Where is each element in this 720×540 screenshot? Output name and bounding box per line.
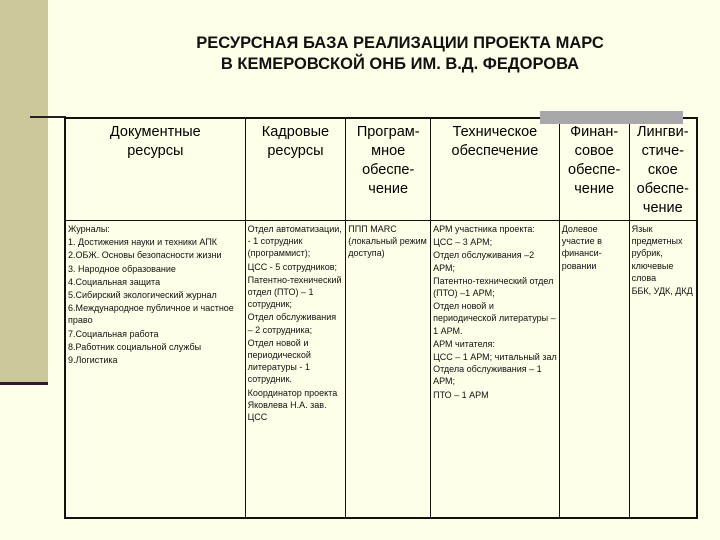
column-header [245, 118, 346, 221]
cell-text: Язык предметных рубрик, ключевые слова [631, 224, 683, 283]
table-cell [559, 221, 629, 519]
cell-text: 8.Работник социальной службы [68, 341, 202, 352]
cell-text: Координатор проекта Яковлева Н.А. зав. ЦСС [247, 387, 338, 423]
column-header [559, 118, 629, 221]
cell-text: Отдел автоматизации, - 1 сотрудник (программист); [247, 224, 342, 259]
cell-text: ЦСС - 5 сотрудников; [247, 261, 337, 272]
cell-text: Журналы: [68, 224, 110, 234]
cell-text: ЦСС – 1 АРМ; читальный зал Отдела обслуживания – 1 АРМ; [433, 352, 557, 387]
title-line: В КЕМЕРОВСКОЙ ОНБ ИМ. В.Д. ФЕДОРОВА [220, 55, 580, 73]
header-text: ресурсы [127, 143, 184, 159]
header-text: Кадровые [261, 124, 330, 140]
cell-text: Патентно-технический отдел (ПТО) – 1 сотрудник; [247, 274, 342, 310]
header-text: чение [642, 200, 683, 216]
cell-text: 7.Социальная работа [68, 328, 159, 339]
cell-text: ППП MARC (локальный режим доступа) [348, 224, 427, 259]
table-row [65, 221, 697, 519]
header-text: мное [371, 143, 406, 159]
table-cell [346, 221, 431, 519]
header-text: Програм- [356, 124, 420, 140]
cell-text: ЦСС – 3 АРМ; [433, 237, 493, 248]
decorative-band-line [0, 382, 48, 385]
header-text: Финан- [570, 124, 619, 140]
header-text: обеспе- [636, 181, 689, 197]
cell-text: Отдел новой и периодической литературы - 1 сотрудник. [247, 337, 311, 385]
header-text: обеспе- [568, 162, 621, 178]
cell-text: Долевое участие в финанси-ровании [561, 224, 602, 271]
header-text: чение [574, 181, 615, 197]
header-text: обеспе- [362, 162, 415, 178]
cell-text: 9.Логистика [68, 355, 118, 366]
cell-text: 3. Народное образование [68, 263, 176, 274]
header-text: обеспечение [451, 143, 539, 159]
table-cell [245, 221, 346, 519]
column-header [629, 118, 697, 221]
header-text: ресурсы [267, 143, 324, 159]
column-header [431, 118, 560, 221]
header-text: ское [647, 162, 678, 178]
cell-text: 5.Сибирский экологический журнал [68, 290, 217, 301]
cell-text: ПТО – 1 АРМ [433, 389, 489, 400]
column-header [346, 118, 431, 221]
table-cell [65, 221, 245, 519]
table-cell [629, 221, 697, 519]
cell-text: 6.Международное публичное и частное право [68, 303, 234, 326]
column-header [65, 118, 245, 221]
cell-text: 1. Достижения науки и техники АПК [68, 237, 218, 248]
cell-text: Отдел обслуживания –2 АРМ; [433, 250, 535, 273]
resource-table [64, 117, 698, 519]
decorative-side-band [0, 0, 48, 382]
header-text: совое [574, 143, 614, 159]
cell-text: АРМ читателя: [433, 338, 495, 349]
cell-text: 2.ОБЖ. Основы безопасности жизни [68, 250, 222, 261]
decorative-rule [30, 116, 66, 118]
cell-text: ББК, УДК, ДКД [631, 286, 693, 297]
page-title [140, 33, 660, 75]
header-text: Техническое [452, 124, 538, 140]
decorative-gray-bar [540, 111, 683, 124]
cell-text: 4.Социальная защита [68, 276, 161, 287]
header-text: Лингви- [637, 124, 689, 140]
header-row [65, 118, 697, 221]
title-line: РЕСУРСНАЯ БАЗА РЕАЛИЗАЦИИ ПРОЕКТА МАРС [196, 34, 604, 52]
header-text: Документные [109, 124, 201, 140]
header-text: чение [368, 181, 409, 197]
table-cell [431, 221, 560, 519]
cell-text: АРМ участника проекта: [433, 224, 535, 234]
header-text: стиче- [641, 143, 685, 159]
cell-text: Патентно-технический отдел (ПТО) –1 АРМ; [433, 275, 554, 299]
cell-text: Отдел обслуживания – 2 сотрудника; [247, 312, 337, 335]
cell-text: Отдел новой и периодической литературы – 1 АРМ. [433, 301, 556, 336]
